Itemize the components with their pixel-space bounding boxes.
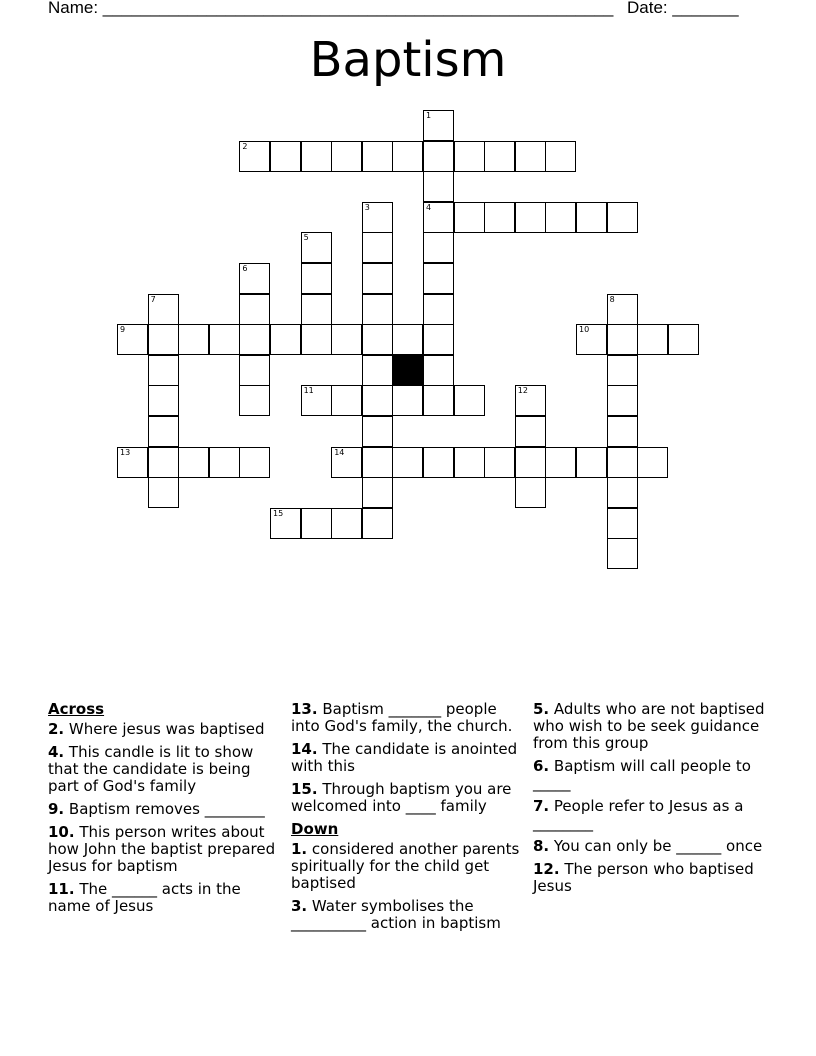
cell-number: 13 xyxy=(120,447,131,457)
clue-text: The person who baptised Jesus xyxy=(533,860,754,895)
clue-number: 2. xyxy=(48,720,65,738)
grid-cell[interactable] xyxy=(423,110,454,141)
clue-across-2 xyxy=(48,721,280,738)
grid-cell[interactable] xyxy=(423,202,454,233)
grid-cell[interactable] xyxy=(301,232,332,263)
grid-cell[interactable] xyxy=(148,416,179,447)
grid-cell[interactable] xyxy=(423,294,454,325)
clue-number: 5. xyxy=(533,700,550,718)
grid-cell[interactable] xyxy=(484,202,515,233)
grid-cell[interactable] xyxy=(607,447,638,478)
grid-cell[interactable] xyxy=(637,447,668,478)
grid-cell[interactable] xyxy=(607,355,638,386)
clue-text: People refer to Jesus as a ________ xyxy=(533,797,744,832)
clue-text: This candle is lit to show that the candidate is being part of God's family xyxy=(48,743,254,795)
grid-cell[interactable] xyxy=(362,355,393,386)
grid-cell[interactable] xyxy=(515,447,546,478)
grid-cell[interactable] xyxy=(607,508,638,539)
grid-cell[interactable] xyxy=(331,508,362,539)
grid-cell[interactable] xyxy=(331,447,362,478)
clue-text: Through baptism you are welcomed into ____ family xyxy=(291,780,512,815)
clue-across-14 xyxy=(291,741,523,775)
clue-text: Adults who are not baptised who wish to be seek guidance from this group xyxy=(533,700,765,752)
across-heading: Across xyxy=(48,700,105,718)
clue-number: 9. xyxy=(48,800,65,818)
clue-down-5 xyxy=(533,701,765,752)
clues-column-2 xyxy=(291,701,523,938)
clue-number: 13. xyxy=(291,700,318,718)
grid-cell[interactable] xyxy=(423,324,454,355)
grid-cell[interactable] xyxy=(148,324,179,355)
clue-text: The candidate is anointed with this xyxy=(291,740,518,775)
grid-cell[interactable] xyxy=(178,447,209,478)
grid-cell[interactable] xyxy=(607,385,638,416)
grid-cell[interactable] xyxy=(392,385,423,416)
grid-cell[interactable] xyxy=(117,324,148,355)
grid-cell[interactable] xyxy=(423,385,454,416)
clue-number: 7. xyxy=(533,797,550,815)
grid-cell[interactable] xyxy=(362,294,393,325)
clue-text: This person writes about how John the baptist prepared Jesus for baptism xyxy=(48,823,276,875)
clue-text: Baptism will call people to _____ xyxy=(533,757,751,792)
grid-cell[interactable] xyxy=(209,447,240,478)
grid-cell[interactable] xyxy=(331,324,362,355)
clue-text: Where jesus was baptised xyxy=(68,720,265,738)
grid-cell[interactable] xyxy=(545,202,576,233)
cell-number: 7 xyxy=(150,294,156,304)
grid-cell[interactable] xyxy=(301,294,332,325)
grid-cell[interactable] xyxy=(362,385,393,416)
grid-cell[interactable] xyxy=(148,447,179,478)
clue-across-11 xyxy=(48,881,280,915)
grid-cell[interactable] xyxy=(301,385,332,416)
cell-number: 10 xyxy=(579,325,590,335)
clue-number: 15. xyxy=(291,780,318,798)
clue-number: 3. xyxy=(291,897,308,915)
grid-cell[interactable] xyxy=(545,447,576,478)
grid-cell[interactable] xyxy=(515,202,546,233)
grid-cell[interactable] xyxy=(423,232,454,263)
grid-cell[interactable] xyxy=(423,171,454,202)
grid-cell[interactable] xyxy=(362,477,393,508)
cell-number: 4 xyxy=(426,202,432,212)
grid-cell[interactable] xyxy=(362,416,393,447)
clue-down-3 xyxy=(291,898,523,932)
grid-cell[interactable] xyxy=(392,141,423,172)
clue-across-10 xyxy=(48,824,280,875)
grid-cell[interactable] xyxy=(362,141,393,172)
grid-cell[interactable] xyxy=(484,447,515,478)
clue-down-8 xyxy=(533,838,765,855)
grid-cell[interactable] xyxy=(117,447,148,478)
grid-cell[interactable] xyxy=(607,416,638,447)
grid-cell[interactable] xyxy=(362,202,393,233)
clue-number: 4. xyxy=(48,743,65,761)
clue-number: 12. xyxy=(533,860,560,878)
grid-cell[interactable] xyxy=(239,447,270,478)
clue-text: Baptism _______ people into God's family, the church. xyxy=(291,700,513,735)
grid-cell[interactable] xyxy=(607,294,638,325)
grid-cell[interactable] xyxy=(515,141,546,172)
grid-cell[interactable] xyxy=(484,141,515,172)
clue-text: You can only be ______ once xyxy=(553,837,763,855)
grid-cell[interactable] xyxy=(515,477,546,508)
grid-cell[interactable] xyxy=(423,141,454,172)
clue-across-4 xyxy=(48,744,280,795)
grid-cell[interactable] xyxy=(178,324,209,355)
clue-across-9 xyxy=(48,801,280,818)
grid-cell[interactable] xyxy=(331,141,362,172)
grid-cell[interactable] xyxy=(607,202,638,233)
grid-cell[interactable] xyxy=(270,141,301,172)
clue-across-15 xyxy=(291,781,523,815)
date-field-label: Date: _______ xyxy=(627,0,739,17)
grid-cell[interactable] xyxy=(301,263,332,294)
grid-cell[interactable] xyxy=(454,447,485,478)
grid-cell[interactable] xyxy=(515,416,546,447)
grid-cell[interactable] xyxy=(270,508,301,539)
clue-number: 14. xyxy=(291,740,318,758)
cell-number: 3 xyxy=(364,202,370,212)
grid-cell[interactable] xyxy=(239,324,270,355)
grid-cell[interactable] xyxy=(209,324,240,355)
grid-cell[interactable] xyxy=(545,141,576,172)
clue-text: Baptism removes ________ xyxy=(68,800,265,818)
grid-cell[interactable] xyxy=(239,294,270,325)
grid-cell[interactable] xyxy=(576,447,607,478)
clue-number: 1. xyxy=(291,840,308,858)
grid-cell[interactable] xyxy=(637,324,668,355)
grid-cell[interactable] xyxy=(607,477,638,508)
grid-cell[interactable] xyxy=(423,447,454,478)
clue-number: 10. xyxy=(48,823,75,841)
clues-column-1 xyxy=(48,701,280,921)
clue-number: 6. xyxy=(533,757,550,775)
grid-cell[interactable] xyxy=(148,294,179,325)
clue-text: Water symbolises the __________ action in baptism xyxy=(291,897,501,932)
grid-cell[interactable] xyxy=(148,477,179,508)
grid-cell[interactable] xyxy=(239,141,270,172)
grid-cell-blocked xyxy=(392,355,423,386)
grid-cell[interactable] xyxy=(607,324,638,355)
clue-text: considered another parents spiritually for the child get baptised xyxy=(291,840,520,892)
grid-cell[interactable] xyxy=(576,324,607,355)
cell-number: 6 xyxy=(242,264,248,273)
clue-down-6 xyxy=(533,758,765,792)
puzzle-title: Baptism xyxy=(309,32,507,88)
grid-cell[interactable] xyxy=(607,538,638,569)
clue-number: 11. xyxy=(48,880,75,898)
clue-text: The ______ acts in the name of Jesus xyxy=(48,880,241,915)
cell-number: 12 xyxy=(517,386,528,396)
clue-number: 8. xyxy=(533,837,550,855)
grid-cell[interactable] xyxy=(362,508,393,539)
grid-cell[interactable] xyxy=(668,324,699,355)
grid-cell[interactable] xyxy=(270,324,301,355)
grid-cell[interactable] xyxy=(362,232,393,263)
clue-down-12 xyxy=(533,861,765,895)
grid-cell[interactable] xyxy=(576,202,607,233)
clues-column-3 xyxy=(533,701,765,901)
cell-number: 5 xyxy=(303,233,309,243)
grid-cell[interactable] xyxy=(454,385,485,416)
clue-down-1 xyxy=(291,841,523,892)
cell-number: 8 xyxy=(609,294,615,304)
grid-cell[interactable] xyxy=(239,263,270,294)
grid-cell[interactable] xyxy=(454,202,485,233)
grid-cell[interactable] xyxy=(239,385,270,416)
clue-across-13 xyxy=(291,701,523,735)
grid-cell[interactable] xyxy=(515,385,546,416)
grid-cell[interactable] xyxy=(423,355,454,386)
grid-cell[interactable] xyxy=(148,355,179,386)
grid-cell[interactable] xyxy=(423,263,454,294)
down-heading: Down xyxy=(291,820,339,838)
grid-cell[interactable] xyxy=(454,141,485,172)
grid-cell[interactable] xyxy=(362,263,393,294)
cell-number: 9 xyxy=(120,325,126,335)
grid-cell[interactable] xyxy=(392,447,423,478)
grid-cell[interactable] xyxy=(362,447,393,478)
grid-cell[interactable] xyxy=(392,324,423,355)
name-field-label: Name: ______________________________________________________ xyxy=(48,0,614,17)
cell-number: 2 xyxy=(242,141,248,151)
clue-down-7 xyxy=(533,798,765,832)
cell-number: 1 xyxy=(426,111,432,120)
grid-cell[interactable] xyxy=(301,508,332,539)
cell-number: 14 xyxy=(334,447,345,457)
grid-cell[interactable] xyxy=(331,385,362,416)
grid-cell[interactable] xyxy=(362,324,393,355)
cell-number: 11 xyxy=(303,386,314,396)
cell-number: 15 xyxy=(273,508,284,518)
grid-cell[interactable] xyxy=(148,385,179,416)
grid-cell[interactable] xyxy=(301,141,332,172)
grid-cell[interactable] xyxy=(301,324,332,355)
grid-cell[interactable] xyxy=(239,355,270,386)
